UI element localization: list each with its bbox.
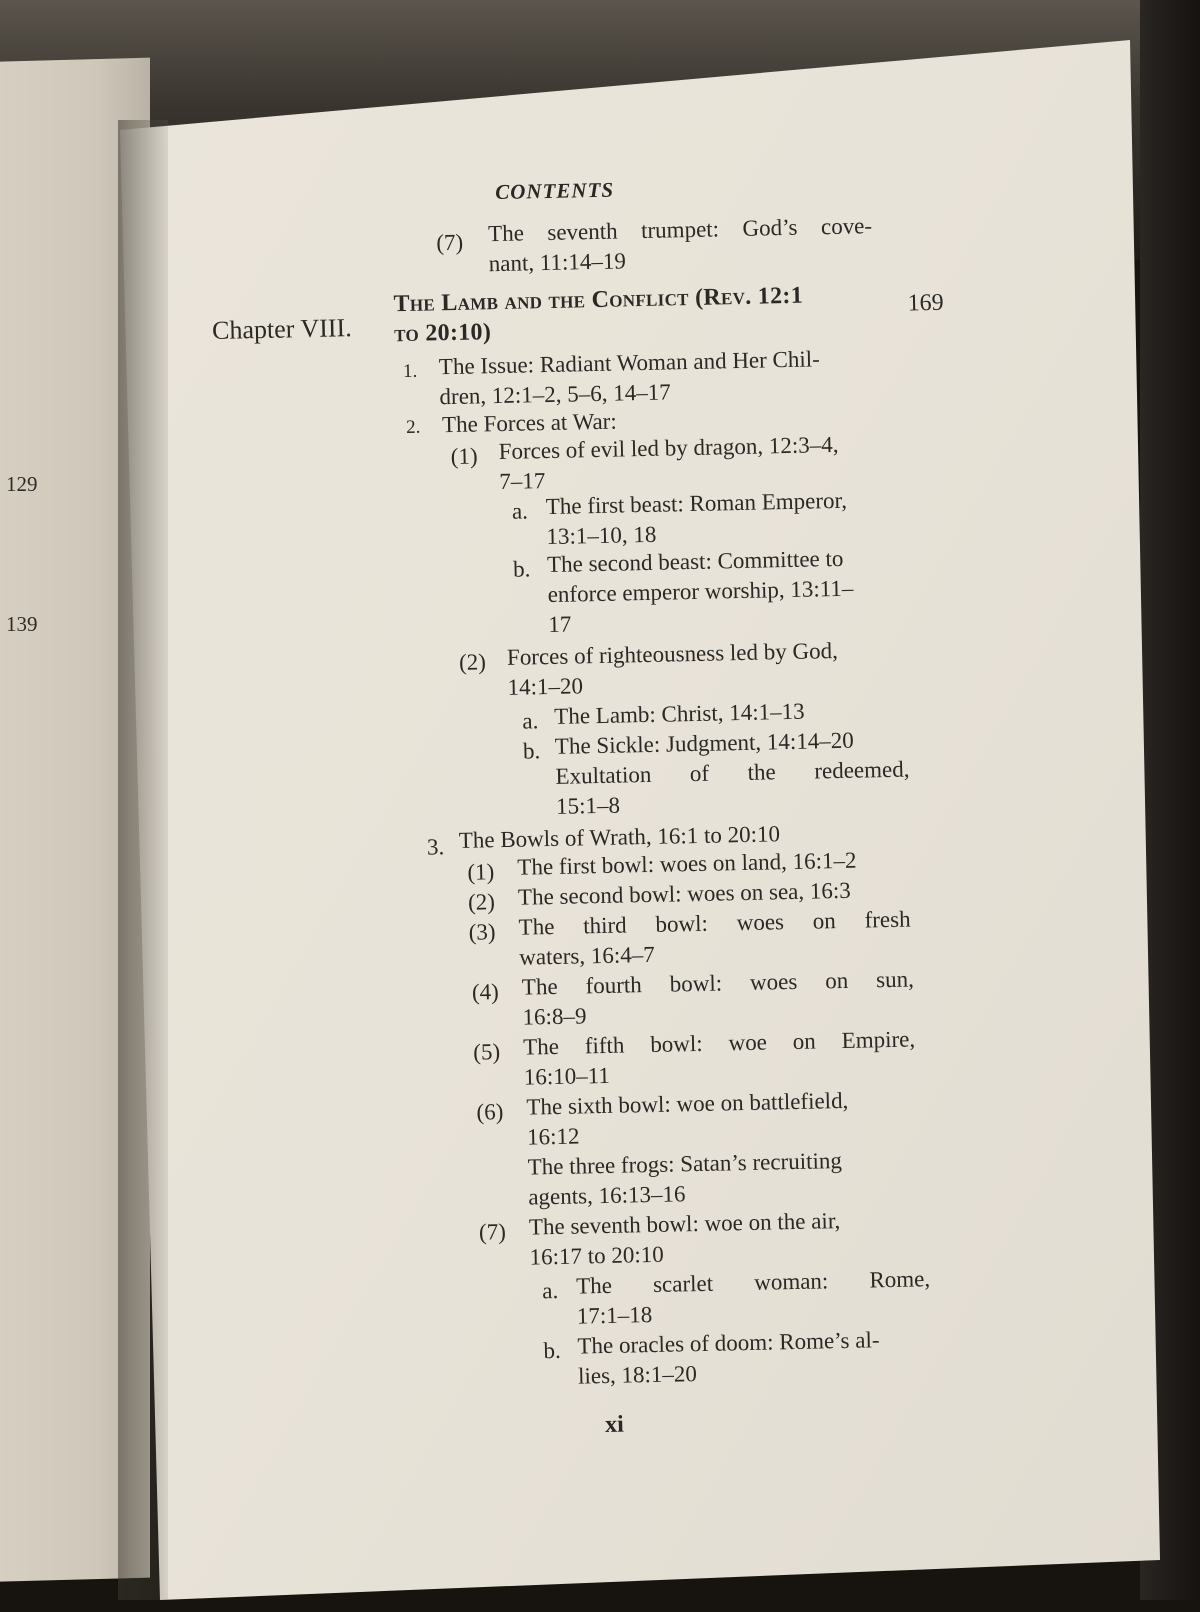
entry-line: 15:1–8 bbox=[555, 792, 621, 819]
entry-line: The Lamb: Christ, 14:1–13 bbox=[553, 698, 805, 729]
entry-number: b. bbox=[543, 1337, 562, 1364]
entry-number: 3. bbox=[426, 834, 445, 860]
entry-line: The Sickle: Judgment, 14:14–20 bbox=[554, 727, 855, 759]
entry-line: The second bowl: woes on sea, 16:3 bbox=[517, 877, 852, 910]
chapter-page-number: 169 bbox=[907, 289, 944, 317]
entry-number: (3) bbox=[468, 919, 496, 945]
left-page-number: 139 bbox=[6, 612, 38, 636]
entry-line: 13:1–10, 18 bbox=[546, 521, 657, 550]
page-header: CONTENTS bbox=[494, 177, 615, 205]
entry-line: 14:1–20 bbox=[507, 673, 584, 700]
entry-number: (5) bbox=[472, 1039, 501, 1065]
entry-number: (4) bbox=[471, 979, 500, 1005]
entry-number: b. bbox=[522, 738, 541, 764]
entry-number: a. bbox=[511, 498, 529, 524]
entry-line: agents, 16:13–16 bbox=[528, 1181, 686, 1210]
entry-line: Exultation of the redeemed, bbox=[555, 756, 910, 789]
entry-number: (2) bbox=[467, 889, 496, 915]
left-page-number: 129 bbox=[6, 472, 38, 496]
entry-line: 16:17 to 20:10 bbox=[529, 1241, 664, 1270]
entry-line: enforce emperor worship, 13:11– bbox=[547, 575, 854, 608]
entry-line: waters, 16:4–7 bbox=[519, 941, 655, 970]
entry-line: 17:1–18 bbox=[576, 1302, 653, 1329]
entry-line: Forces of evil led by dragon, 12:3–4, bbox=[498, 431, 839, 465]
entry-number: (7) bbox=[478, 1219, 507, 1245]
entry-number: b. bbox=[512, 556, 531, 582]
entry-number: 1. bbox=[402, 360, 418, 383]
entry-line: The oracles of doom: Rome’s al- bbox=[577, 1327, 880, 1359]
entry-number: (1) bbox=[467, 859, 495, 885]
entry-line: 16:12 bbox=[526, 1123, 580, 1150]
entry-line: 7–17 bbox=[499, 468, 546, 495]
entry-line: lies, 18:1–20 bbox=[577, 1361, 698, 1389]
chapter-label: Chapter VIII. bbox=[211, 313, 352, 346]
entry-number: (6) bbox=[476, 1099, 504, 1125]
entry-line: Forces of righteousness led by God, bbox=[506, 637, 839, 670]
entry-line: The Issue: Radiant Woman and Her Chil- bbox=[438, 346, 821, 380]
entry-line: The second beast: Committee to bbox=[546, 545, 844, 578]
entry-number: a. bbox=[522, 708, 539, 734]
entry-line: nant, 11:14–19 bbox=[488, 248, 627, 277]
entry-number: a. bbox=[542, 1277, 559, 1304]
chapter-title: to 20:10) bbox=[393, 319, 492, 348]
entry-line: The fifth bowl: woe on Empire, bbox=[522, 1026, 916, 1060]
entry-line: The Forces at War: bbox=[441, 408, 617, 438]
entry-line: The fourth bowl: woes on sun, bbox=[521, 966, 915, 1000]
entry-line: 16:8–9 bbox=[522, 1003, 587, 1030]
entry-line: The three frogs: Satan’s recruiting bbox=[527, 1148, 843, 1180]
entry-number: (1) bbox=[450, 443, 478, 470]
entry-line: The third bowl: woes on fresh bbox=[518, 906, 911, 940]
entry-line: 17 bbox=[548, 611, 572, 638]
entry-line: The seventh bowl: woe on the air, bbox=[528, 1208, 841, 1240]
entry-line: The first beast: Roman Emperor, bbox=[545, 487, 848, 520]
entry-line: The Bowls of Wrath, 16:1 to 20:10 bbox=[458, 821, 781, 853]
entry-number: (7) bbox=[436, 229, 464, 256]
entry-number: 2. bbox=[405, 416, 421, 438]
entry-number: (2) bbox=[458, 649, 487, 675]
entry-line: dren, 12:1–2, 5–6, 14–17 bbox=[439, 379, 671, 410]
entry-line: The scarlet woman: Rome, bbox=[575, 1266, 931, 1299]
entry-line: The first bowl: woes on land, 16:1–2 bbox=[517, 847, 857, 880]
entry-line: The seventh trumpet: God’s cove- bbox=[487, 213, 873, 247]
page-folio: xi bbox=[604, 1411, 625, 1439]
entry-line: 16:10–11 bbox=[523, 1062, 611, 1090]
chapter-title: The Lamb and the Conflict (Rev. 12:1 bbox=[393, 282, 804, 318]
entry-line: The sixth bowl: woe on battlefield, bbox=[526, 1087, 849, 1120]
